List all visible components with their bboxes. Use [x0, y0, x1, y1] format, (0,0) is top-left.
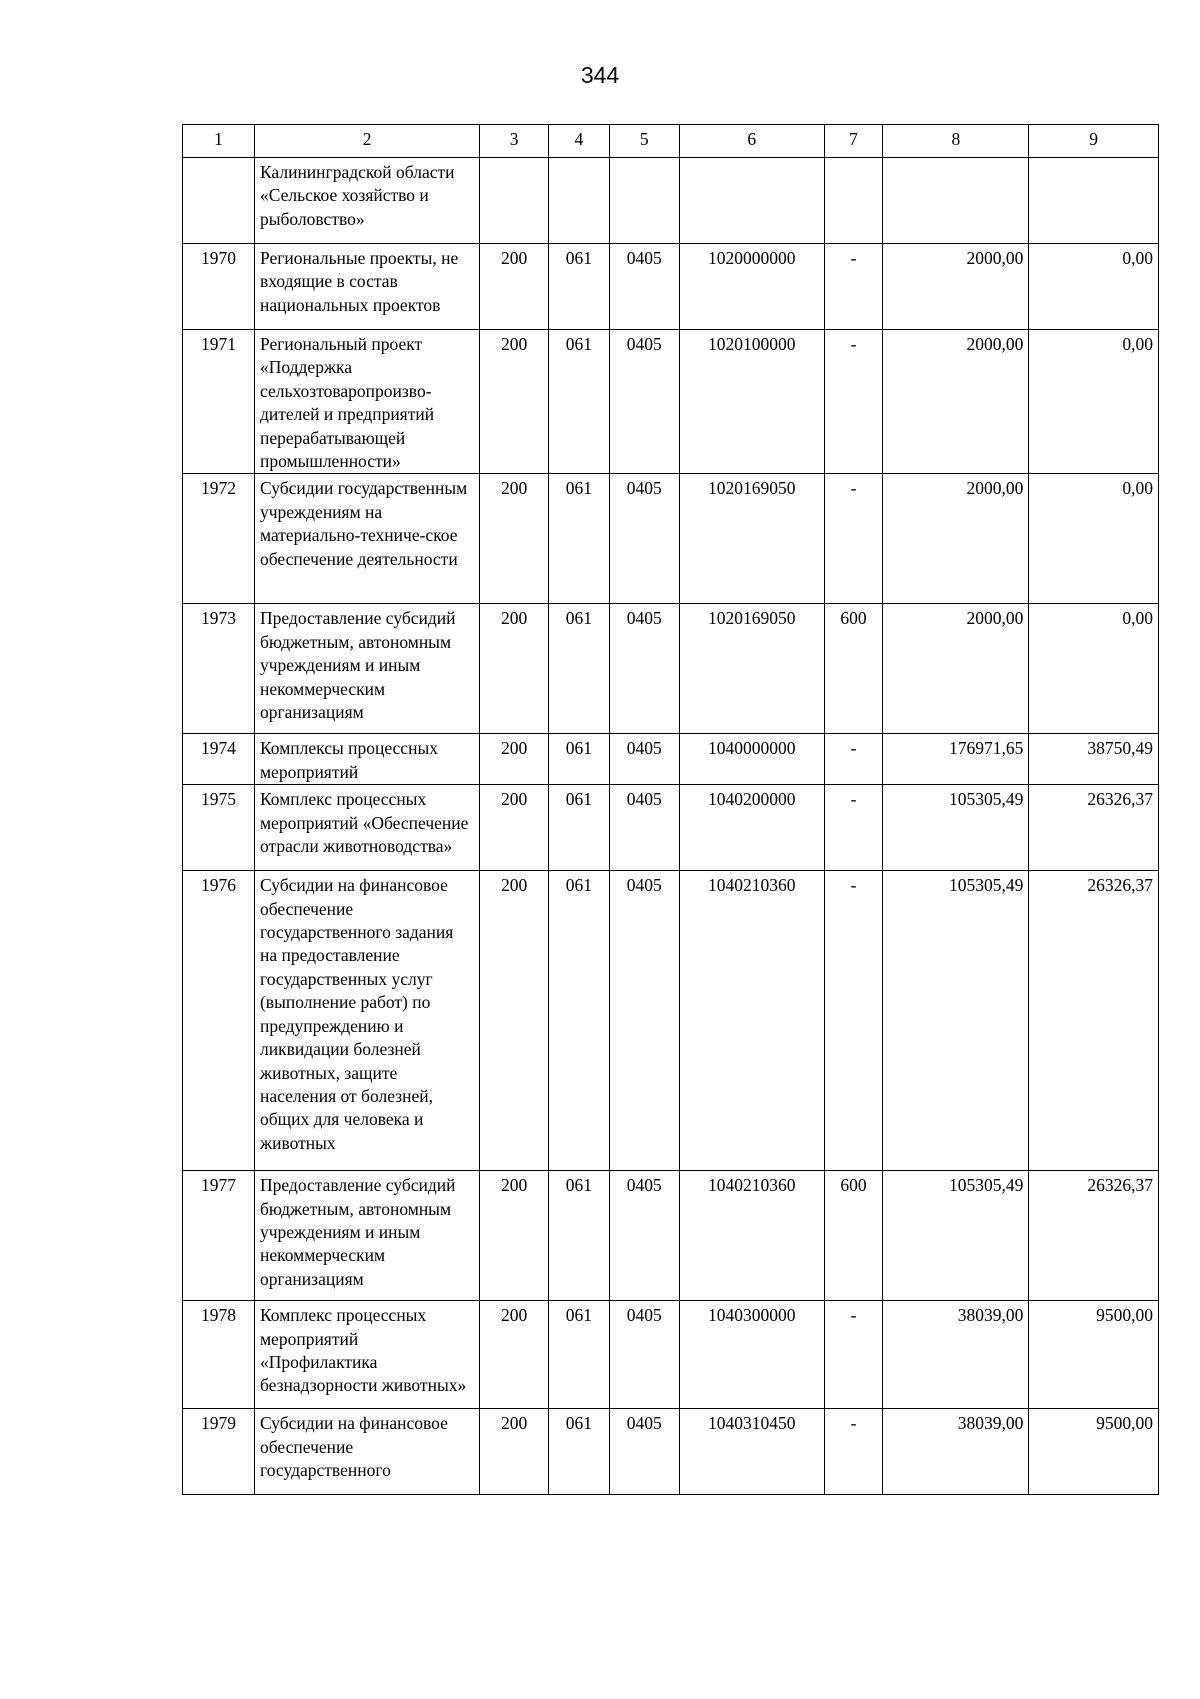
column-header: 8 — [883, 125, 1029, 158]
col6-cell: 1020169050 — [679, 604, 824, 734]
amount-col9-cell: 9500,00 — [1029, 1301, 1159, 1409]
amount-col9-cell: 0,00 — [1029, 474, 1159, 604]
col3-cell: 200 — [480, 1301, 549, 1409]
amount-col9-cell: 9500,00 — [1029, 1409, 1159, 1495]
col6-cell: 1040000000 — [679, 734, 824, 785]
column-header: 4 — [549, 125, 610, 158]
col7-cell: - — [824, 244, 883, 330]
table-row — [183, 785, 1159, 871]
amount-col9-cell — [1029, 158, 1159, 244]
table-row — [183, 244, 1159, 330]
row-number-cell: 1972 — [183, 474, 255, 604]
amount-col8-cell: 2000,00 — [883, 474, 1029, 604]
table-row — [183, 474, 1159, 604]
column-header: 2 — [254, 125, 479, 158]
col6-cell: 1040310450 — [679, 1409, 824, 1495]
col3-cell: 200 — [480, 785, 549, 871]
col3-cell: 200 — [480, 474, 549, 604]
row-name-cell: Субсидии на финансовое обеспечение государственного задания на предоставление государственных услуг (выполнение работ) по предупреждению и ликвидации болезней животных, защите населения от болезней, общих для человека и животных — [254, 871, 479, 1171]
row-number-cell: 1973 — [183, 604, 255, 734]
col5-cell: 0405 — [609, 871, 679, 1171]
col7-cell: - — [824, 871, 883, 1171]
row-number-cell: 1976 — [183, 871, 255, 1171]
amount-col8-cell: 2000,00 — [883, 244, 1029, 330]
col5-cell: 0405 — [609, 1171, 679, 1301]
row-name-cell: Предоставление субсидий бюджетным, автономным учреждениям и иным некоммерческим организациям — [254, 604, 479, 734]
amount-col9-cell: 0,00 — [1029, 330, 1159, 474]
col6-cell: 1020000000 — [679, 244, 824, 330]
col7-cell: 600 — [824, 1171, 883, 1301]
amount-col8-cell: 2000,00 — [883, 330, 1029, 474]
col4-cell — [549, 158, 610, 244]
row-name-cell: Комплекс процессных мероприятий «Обеспечение отрасли животноводства» — [254, 785, 479, 871]
row-name-cell: Субсидии государственным учреждениям на материально-техниче-ское обеспечение деятельности — [254, 474, 479, 604]
row-number-cell — [183, 158, 255, 244]
col3-cell: 200 — [480, 330, 549, 474]
row-number-cell: 1970 — [183, 244, 255, 330]
row-name-cell: Региональный проект «Поддержка сельхозтоваропроизво-дителей и предприятий перерабатывающей промышленности» — [254, 330, 479, 474]
table-row — [183, 604, 1159, 734]
column-header: 6 — [679, 125, 824, 158]
col7-cell — [824, 158, 883, 244]
header-row — [183, 125, 1159, 158]
row-number-cell: 1978 — [183, 1301, 255, 1409]
col4-cell: 061 — [549, 871, 610, 1171]
col6-cell: 1040210360 — [679, 871, 824, 1171]
col4-cell: 061 — [549, 1409, 610, 1495]
col5-cell: 0405 — [609, 604, 679, 734]
col4-cell: 061 — [549, 785, 610, 871]
table-row — [183, 1409, 1159, 1495]
row-number-cell: 1979 — [183, 1409, 255, 1495]
amount-col8-cell: 105305,49 — [883, 871, 1029, 1171]
row-name-cell: Предоставление субсидий бюджетным, автономным учреждениям и иным некоммерческим организациям — [254, 1171, 479, 1301]
budget-table — [182, 124, 1159, 1495]
col6-cell: 1020100000 — [679, 330, 824, 474]
row-name-cell: Региональные проекты, не входящие в состав национальных проектов — [254, 244, 479, 330]
col3-cell: 200 — [480, 244, 549, 330]
amount-col9-cell: 0,00 — [1029, 604, 1159, 734]
amount-col9-cell: 26326,37 — [1029, 1171, 1159, 1301]
col3-cell: 200 — [480, 1171, 549, 1301]
col6-cell: 1040210360 — [679, 1171, 824, 1301]
table-row — [183, 330, 1159, 474]
col7-cell: - — [824, 734, 883, 785]
column-header: 9 — [1029, 125, 1159, 158]
amount-col8-cell: 105305,49 — [883, 1171, 1029, 1301]
col4-cell: 061 — [549, 734, 610, 785]
col7-cell: 600 — [824, 604, 883, 734]
table-row — [183, 871, 1159, 1171]
table-row — [183, 1301, 1159, 1409]
amount-col9-cell: 38750,49 — [1029, 734, 1159, 785]
amount-col9-cell: 26326,37 — [1029, 785, 1159, 871]
column-header: 1 — [183, 125, 255, 158]
table-row — [183, 158, 1159, 244]
col7-cell: - — [824, 1409, 883, 1495]
row-number-cell: 1971 — [183, 330, 255, 474]
col5-cell: 0405 — [609, 1301, 679, 1409]
col4-cell: 061 — [549, 244, 610, 330]
col6-cell: 1020169050 — [679, 474, 824, 604]
col7-cell: - — [824, 785, 883, 871]
page-number: 344 — [580, 62, 620, 88]
col5-cell: 0405 — [609, 474, 679, 604]
col3-cell: 200 — [480, 734, 549, 785]
col7-cell: - — [824, 474, 883, 604]
col3-cell: 200 — [480, 871, 549, 1171]
amount-col9-cell: 0,00 — [1029, 244, 1159, 330]
col4-cell: 061 — [549, 474, 610, 604]
col7-cell: - — [824, 330, 883, 474]
amount-col8-cell: 38039,00 — [883, 1409, 1029, 1495]
col7-cell: - — [824, 1301, 883, 1409]
col5-cell: 0405 — [609, 244, 679, 330]
row-name-cell: Субсидии на финансовое обеспечение государственного — [254, 1409, 479, 1495]
col5-cell — [609, 158, 679, 244]
col3-cell: 200 — [480, 1409, 549, 1495]
col5-cell: 0405 — [609, 734, 679, 785]
row-name-cell: Комплексы процессных мероприятий — [254, 734, 479, 785]
amount-col8-cell: 105305,49 — [883, 785, 1029, 871]
col5-cell: 0405 — [609, 1409, 679, 1495]
col3-cell: 200 — [480, 604, 549, 734]
col6-cell: 1040300000 — [679, 1301, 824, 1409]
amount-col8-cell: 38039,00 — [883, 1301, 1029, 1409]
row-number-cell: 1975 — [183, 785, 255, 871]
amount-col8-cell — [883, 158, 1029, 244]
row-number-cell: 1977 — [183, 1171, 255, 1301]
col4-cell: 061 — [549, 330, 610, 474]
row-name-cell: Комплекс процессных мероприятий «Профилактика безнадзорности животных» — [254, 1301, 479, 1409]
row-name-cell: Калининградской области «Сельское хозяйство и рыболовство» — [254, 158, 479, 244]
col5-cell: 0405 — [609, 785, 679, 871]
col3-cell — [480, 158, 549, 244]
col4-cell: 061 — [549, 604, 610, 734]
amount-col8-cell: 176971,65 — [883, 734, 1029, 785]
col5-cell: 0405 — [609, 330, 679, 474]
table-row — [183, 734, 1159, 785]
col6-cell: 1040200000 — [679, 785, 824, 871]
column-header: 5 — [609, 125, 679, 158]
col4-cell: 061 — [549, 1171, 610, 1301]
row-number-cell: 1974 — [183, 734, 255, 785]
col6-cell — [679, 158, 824, 244]
column-header: 7 — [824, 125, 883, 158]
amount-col8-cell: 2000,00 — [883, 604, 1029, 734]
amount-col9-cell: 26326,37 — [1029, 871, 1159, 1171]
col4-cell: 061 — [549, 1301, 610, 1409]
column-header: 3 — [480, 125, 549, 158]
table-row — [183, 1171, 1159, 1301]
